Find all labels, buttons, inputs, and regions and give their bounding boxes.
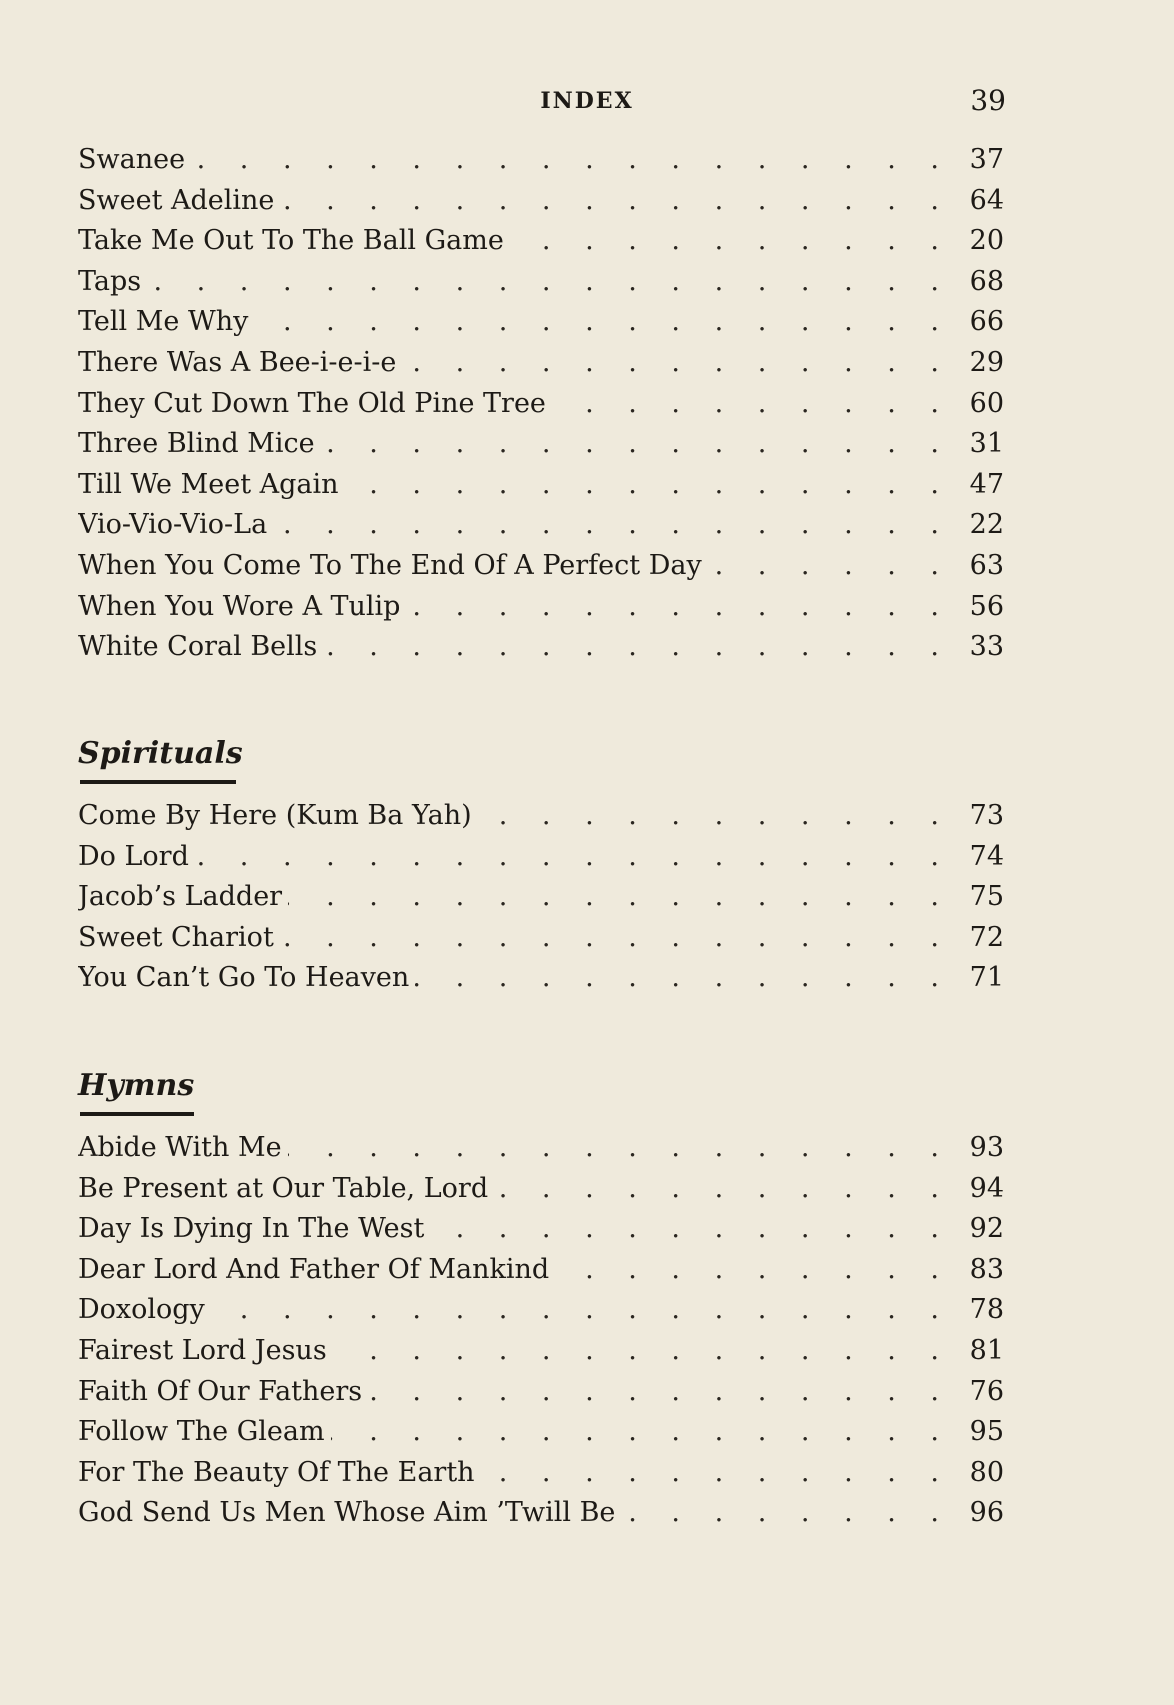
index-entry (78, 1173, 1004, 1214)
index-entry (78, 469, 1004, 510)
dot-leader (248, 306, 958, 337)
running-title: INDEX (540, 88, 634, 114)
entry-page-number: 20 (969, 225, 1004, 257)
index-entry (78, 922, 1004, 963)
index-entry (78, 1497, 1004, 1538)
entry-page-number: 31 (969, 428, 1004, 460)
entry-title: Till We Meet Again (78, 468, 339, 500)
entry-title: You Can’t Go To Heaven (78, 962, 410, 994)
entry-page-number: 56 (969, 590, 1004, 622)
entry-title: Doxology (78, 1294, 205, 1326)
dot-leader (475, 1457, 958, 1488)
entry-title: Three Blind Mice (78, 428, 315, 460)
entry-title: Do Lord (78, 840, 189, 872)
entry-page-number: 29 (969, 346, 1004, 378)
index-entry (78, 388, 1004, 429)
section-heading-hymns: Hymns (78, 1068, 195, 1103)
entry-title: Vio-Vio-Vio-La (78, 509, 268, 541)
entry-page-number: 81 (969, 1334, 1004, 1366)
entry-title: Day Is Dying In The West (78, 1213, 425, 1245)
index-entry (78, 266, 1004, 307)
entry-page-number: 76 (969, 1375, 1004, 1407)
entry-page-number: 83 (969, 1253, 1004, 1285)
index-entry (78, 631, 1004, 672)
section-heading-spirituals: Spirituals (78, 736, 243, 771)
dot-leader (315, 428, 958, 459)
section-underline-hymns (80, 1112, 194, 1116)
dot-leader (615, 1497, 958, 1528)
entry-title: They Cut Down The Old Pine Tree (78, 387, 546, 419)
dot-leader (325, 1416, 958, 1447)
dot-leader (409, 962, 958, 993)
index-entry (78, 591, 1004, 632)
index-entry (78, 1294, 1004, 1335)
entry-title: Taps (78, 265, 142, 297)
index-entry (78, 1376, 1004, 1417)
entry-title: Sweet Chariot (78, 921, 274, 953)
index-entry (78, 185, 1004, 226)
entry-title: Tell Me Why (78, 306, 249, 338)
index-entry (78, 225, 1004, 266)
entry-title: Sweet Adeline (78, 184, 275, 216)
dot-leader (274, 922, 958, 953)
dot-leader (549, 1254, 958, 1285)
entry-title: Abide With Me (78, 1132, 282, 1163)
entry-title: Jacob’s Ladder (78, 881, 283, 913)
index-entry (78, 841, 1004, 882)
dot-leader (339, 469, 958, 500)
entry-page-number: 73 (969, 800, 1004, 831)
dot-leader (317, 631, 958, 662)
entry-page-number: 75 (969, 881, 1004, 913)
page-number: 39 (970, 84, 1006, 117)
entry-page-number: 78 (969, 1294, 1004, 1326)
entry-page-number: 33 (969, 631, 1004, 663)
dot-leader (141, 266, 958, 297)
entry-page-number: 60 (969, 387, 1004, 419)
dot-leader (205, 1294, 958, 1325)
dot-leader (185, 144, 958, 175)
index-entry (78, 1457, 1004, 1498)
dot-leader (189, 841, 958, 872)
entry-page-number: 96 (969, 1497, 1004, 1529)
entry-page-number: 68 (969, 265, 1004, 297)
entry-title: Come By Here (Kum Ba Yah) (78, 800, 472, 831)
entry-title: Swanee (78, 144, 186, 175)
dot-leader (267, 509, 958, 540)
index-entry (78, 1213, 1004, 1254)
dot-leader (362, 1376, 958, 1407)
entry-page-number: 64 (969, 184, 1004, 216)
dot-leader (396, 347, 958, 378)
dot-leader (702, 550, 958, 581)
entry-title: Take Me Out To The Ball Game (78, 225, 504, 257)
entry-title: Dear Lord And Father Of Mankind (78, 1253, 550, 1285)
dot-leader (424, 1213, 958, 1244)
dot-leader (472, 800, 958, 831)
index-entry (78, 550, 1004, 591)
entry-title: When You Come To The End Of A Perfect Day (78, 549, 702, 581)
index-entry (78, 881, 1004, 922)
index-entry (78, 428, 1004, 469)
entry-page-number: 94 (969, 1172, 1004, 1204)
entry-page-number: 71 (969, 962, 1004, 994)
entry-page-number: 66 (969, 306, 1004, 338)
entry-page-number: 37 (969, 144, 1004, 175)
dot-leader (400, 591, 958, 622)
hymns-list (78, 1132, 1004, 1538)
index-entry (78, 144, 1004, 185)
entry-title: White Coral Bells (78, 631, 318, 663)
index-entry (78, 1132, 1004, 1173)
index-entry (78, 962, 1004, 1003)
entry-title: For The Beauty Of The Earth (78, 1456, 475, 1488)
dot-leader (282, 1132, 958, 1163)
dot-leader (546, 388, 958, 419)
dot-leader (327, 1335, 958, 1366)
entry-page-number: 92 (969, 1213, 1004, 1245)
dot-leader (274, 185, 958, 216)
index-entry (78, 1254, 1004, 1295)
spirituals-list (78, 800, 1004, 1003)
index-entry (78, 1335, 1004, 1376)
index-entry (78, 509, 1004, 550)
entry-title: When You Wore A Tulip (78, 590, 401, 622)
entry-title: Fairest Lord Jesus (78, 1334, 327, 1366)
entry-page-number: 63 (969, 549, 1004, 581)
index-entry (78, 347, 1004, 388)
index-entry (78, 306, 1004, 347)
entry-title: God Send Us Men Whose Aim ’Twill Be (78, 1497, 616, 1529)
index-entry (78, 1416, 1004, 1457)
index-entry (78, 800, 1004, 841)
entry-page-number: 80 (969, 1456, 1004, 1488)
dot-leader (282, 881, 958, 912)
entry-page-number: 22 (969, 509, 1004, 541)
section-underline-spirituals (80, 780, 236, 784)
entry-page-number: 72 (969, 921, 1004, 953)
entry-page-number: 95 (969, 1416, 1004, 1448)
entry-title: Be Present at Our Table, Lord (78, 1172, 489, 1204)
entry-page-number: 93 (969, 1132, 1004, 1163)
dot-leader (504, 225, 958, 256)
entry-title: Faith Of Our Fathers (78, 1375, 363, 1407)
entry-title: Follow The Gleam (78, 1416, 325, 1448)
entry-title: There Was A Bee-i-e-i-e (78, 346, 397, 378)
entry-page-number: 47 (969, 468, 1004, 500)
general-song-list (78, 144, 1004, 672)
dot-leader (488, 1173, 958, 1204)
entry-page-number: 74 (969, 840, 1004, 872)
